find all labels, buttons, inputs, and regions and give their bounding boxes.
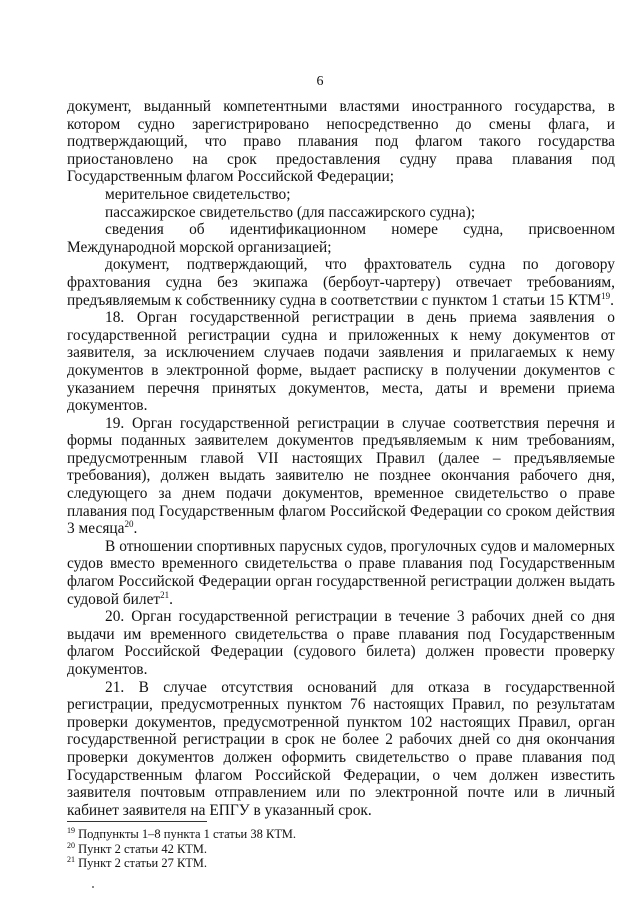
paragraph: документ, выданный компетентными властями иностранного государства, в котором судно зарегистрировано непосредственно до смены флага, и подтверждающий, что право плавания под флагом такого государства приостановлено на срок предоставления судну права плавания под Государственным флагом Российской Федерации; <box>67 98 615 186</box>
footnote-ref[interactable]: 19 <box>601 290 611 301</box>
body-text <box>67 98 615 819</box>
footnote: $^{21}$ Пункт 2 статьи 27 КТМ. <box>67 854 208 870</box>
footnote-separator <box>67 821 207 822</box>
paragraph: документ, подтверждающий, что фрахтователь судна по договору фрахтования судна без экипажа (бербоут-чартеру) отвечает требованиям, предъявляемым к собственнику судна в соответствии с пунктом 1 статьи 15 КТМ$^{19}$. <box>67 256 615 309</box>
footnotes <box>67 827 607 871</box>
footnote-ref[interactable]: 20 <box>124 519 134 530</box>
paragraph: В отношении спортивных парусных судов, прогулочных судов и маломерных судов вместо временного свидетельства о праве плавания под Государственным флагом Российской Федерации орган государственной регистрации должен выдать судовой билет$^{21}$. <box>67 537 615 608</box>
page-number: 6 <box>316 74 324 89</box>
footnote: $^{19}$ Подпункты 1–8 пункта 1 статьи 38 КТМ. <box>67 825 297 841</box>
footnote-ref[interactable]: 21 <box>160 589 170 600</box>
paragraph: 19. Орган государственной регистрации в случае соответствия перечня и формы поданных заявителем документов предъявляемым к ним требованиям, предусмотренным главой VII настоящих Правил (далее – предъявляемые требования), должен выдать заявителю не позднее окончания рабочего дня, следующего за днем подачи документов, временное свидетельство о праве плавания под Государственным флагом Российской Федерации со сроком действия 3 месяца$^{20}$. <box>67 414 615 538</box>
paragraph: 20. Орган государственной регистрации в течение 3 рабочих дней со дня выдачи им временного свидетельства о праве плавания под Государственным флагом Российской Федерации (судового билета) должен провести проверку документов. <box>67 608 615 678</box>
paragraph: 18. Орган государственной регистрации в день приема заявления о государственной регистрации судна и приложенных к нему документов от заявителя, за исключением случаев подачи заявления и прилагаемых к нему документов в электронной форме, выдает расписку в получении документов с указанием перечня принятых документов, места, даты и времени приема документов. <box>67 309 615 415</box>
scan-dot <box>92 886 94 888</box>
paragraph: 21. В случае отсутствия оснований для отказа в государственной регистрации, предусмотренных пунктом 76 настоящих Правил, по результатам проверки документов, предусмотренной пунктом 102 настоящих Правил, орган государственной регистрации в срок не более 2 рабочих дней со дня окончания проверки документов должен оформить свидетельство о праве плавания под Государственным флагом Российской Федерации, о чем должен известить заявителя почтовым отправлением или по электронной почте или в личный кабинет заявителя на ЕПГУ в указанный срок. <box>67 678 615 819</box>
paragraph: мерительное свидетельство; <box>105 185 291 203</box>
paragraph: сведения об идентификационном номере судна, присвоенном Международной морской организацией; <box>67 221 615 256</box>
paragraph: пассажирское свидетельство (для пассажирского судна); <box>105 203 476 221</box>
footnote: $^{20}$ Пункт 2 статьи 42 КТМ. <box>67 840 208 856</box>
